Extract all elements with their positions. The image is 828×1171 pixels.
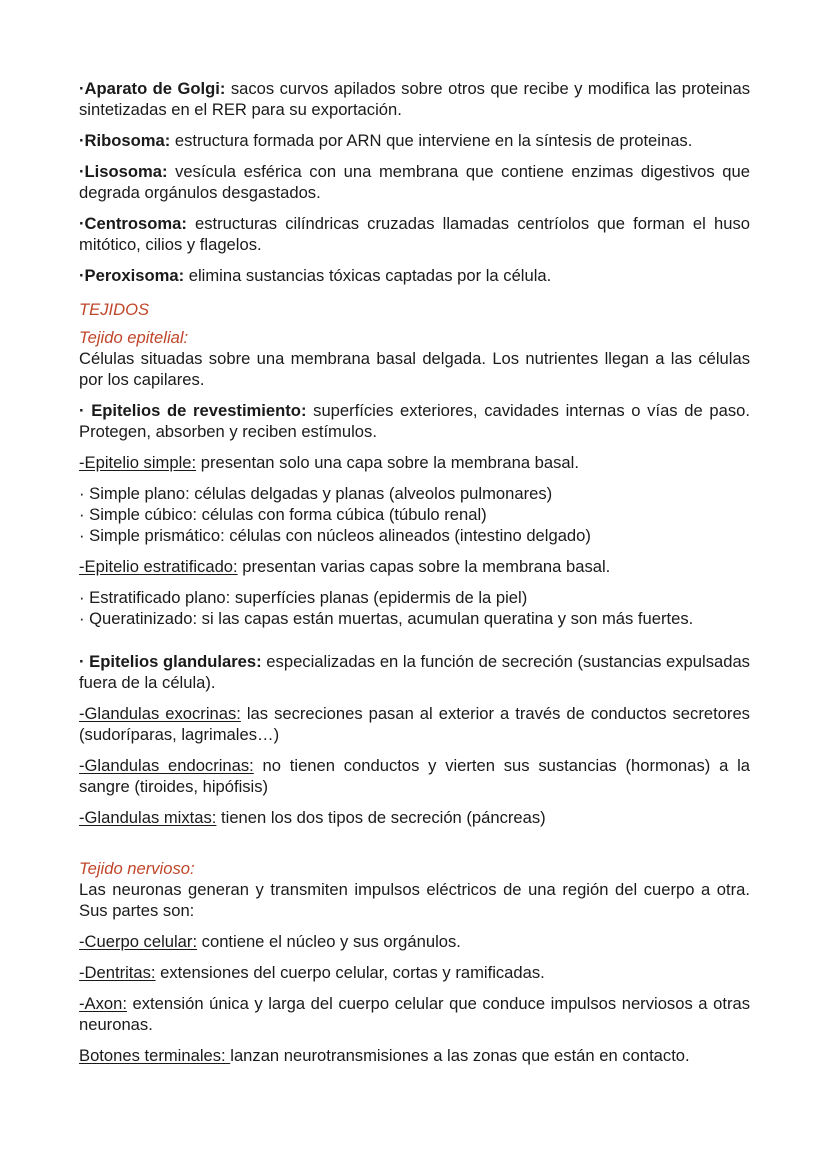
label: Botones terminales:	[79, 1046, 231, 1065]
definition: las secreciones pasan al exterior a través de conductos secretores (sudoríparas, lagrimales…)	[79, 704, 750, 744]
definition: lanzan neurotransmisiones a las zonas que están en contacto.	[230, 1046, 690, 1065]
definition: contiene el núcleo y sus orgánulos.	[197, 932, 461, 951]
estratificado-list	[79, 587, 750, 629]
epitelios-revestimiento	[79, 400, 750, 442]
definition: especializadas en la función de secreción (sustancias expulsadas fuera de la célula).	[79, 652, 750, 692]
definition: tienen los dos tipos de secreción (páncreas)	[216, 808, 546, 827]
term: ·Ribosoma:	[79, 131, 171, 150]
definition: superfícies exteriores, cavidades internas o vías de paso. Protegen, absorben y reciben estímulos.	[79, 401, 750, 441]
definition: estructuras cilíndricas cruzadas llamadas centríolos que forman el huso mitótico, cilios y flagelos.	[79, 214, 750, 254]
glandulas-exocrinas	[79, 703, 750, 745]
label: -Axon:	[79, 994, 127, 1013]
term: · Epitelios glandulares:	[79, 652, 262, 671]
term: ·Centrosoma:	[79, 214, 187, 233]
botones-terminales	[79, 1045, 750, 1066]
epitelios-glandulares	[79, 651, 750, 693]
simple-list	[79, 483, 750, 546]
term: ·Peroxisoma:	[79, 266, 185, 285]
label: -Dentritas:	[79, 963, 156, 982]
definition: estructura formada por ARN que interviene en la síntesis de proteinas.	[170, 131, 693, 150]
term: ·Aparato de Golgi:	[79, 79, 226, 98]
glandulas-endocrinas	[79, 755, 750, 797]
epitelial-intro: Células situadas sobre una membrana basal delgada. Los nutrientes llegan a las células por los capilares.	[79, 349, 750, 389]
spacer	[79, 838, 750, 858]
label: -Glandulas exocrinas:	[79, 704, 241, 723]
organelle-lisosoma	[79, 161, 750, 203]
organelle-ribosoma	[79, 130, 750, 151]
term: · Epitelios de revestimiento:	[79, 401, 307, 420]
list-item: · Simple prismático: células con núcleos alineados (intestino delgado)	[79, 526, 591, 545]
subheading-nervioso: Tejido nervioso:	[79, 859, 195, 878]
epitelio-estratificado	[79, 556, 750, 577]
definition: no tienen conductos y vierten sus sustancias (hormonas) a la sangre (tiroides, hipófisis)	[79, 756, 750, 796]
list-item: · Simple cúbico: células con forma cúbica (túbulo renal)	[79, 505, 487, 524]
definition: presentan varias capas sobre la membrana basal.	[237, 557, 611, 576]
organelle-golgi	[79, 78, 750, 120]
label: -Cuerpo celular:	[79, 932, 198, 951]
term: ·Lisosoma:	[79, 162, 168, 181]
section-heading-tejidos: TEJIDOS	[79, 300, 150, 319]
subheading-epitelial: Tejido epitelial:	[79, 328, 189, 347]
definition: vesícula esférica con una membrana que contiene enzimas digestivos que degrada orgánulos desgastados.	[79, 162, 750, 202]
list-item: · Simple plano: células delgadas y planas (alveolos pulmonares)	[79, 484, 553, 503]
dendritas	[79, 962, 750, 983]
nervioso-intro: Las neuronas generan y transmiten impulsos eléctricos de una región del cuerpo a otra. Sus partes son:	[79, 880, 750, 920]
definition: extensión única y larga del cuerpo celular que conduce impulsos nerviosos a otras neuronas.	[79, 994, 750, 1034]
list-item: · Estratificado plano: superfícies planas (epidermis de la piel)	[79, 588, 528, 607]
document-page	[79, 78, 750, 1076]
label: -Glandulas mixtas:	[79, 808, 217, 827]
definition: presentan solo una capa sobre la membrana basal.	[196, 453, 579, 472]
definition: elimina sustancias tóxicas captadas por la célula.	[184, 266, 552, 285]
list-item: · Queratinizado: si las capas están muertas, acumulan queratina y son más fuertes.	[79, 609, 694, 628]
label: -Epitelio estratificado:	[79, 557, 238, 576]
organelle-peroxisoma	[79, 265, 750, 286]
label: -Epitelio simple:	[79, 453, 197, 472]
axon	[79, 993, 750, 1035]
definition: sacos curvos apilados sobre otros que recibe y modifica las proteinas sintetizadas en el RER para su exportación.	[79, 79, 751, 119]
glandulas-mixtas	[79, 807, 750, 828]
label: -Glandulas endocrinas:	[79, 756, 254, 775]
spacer	[79, 639, 750, 651]
organelle-centrosoma	[79, 213, 750, 255]
cuerpo-celular	[79, 931, 750, 952]
definition: extensiones del cuerpo celular, cortas y ramificadas.	[155, 963, 545, 982]
epitelio-simple	[79, 452, 750, 473]
